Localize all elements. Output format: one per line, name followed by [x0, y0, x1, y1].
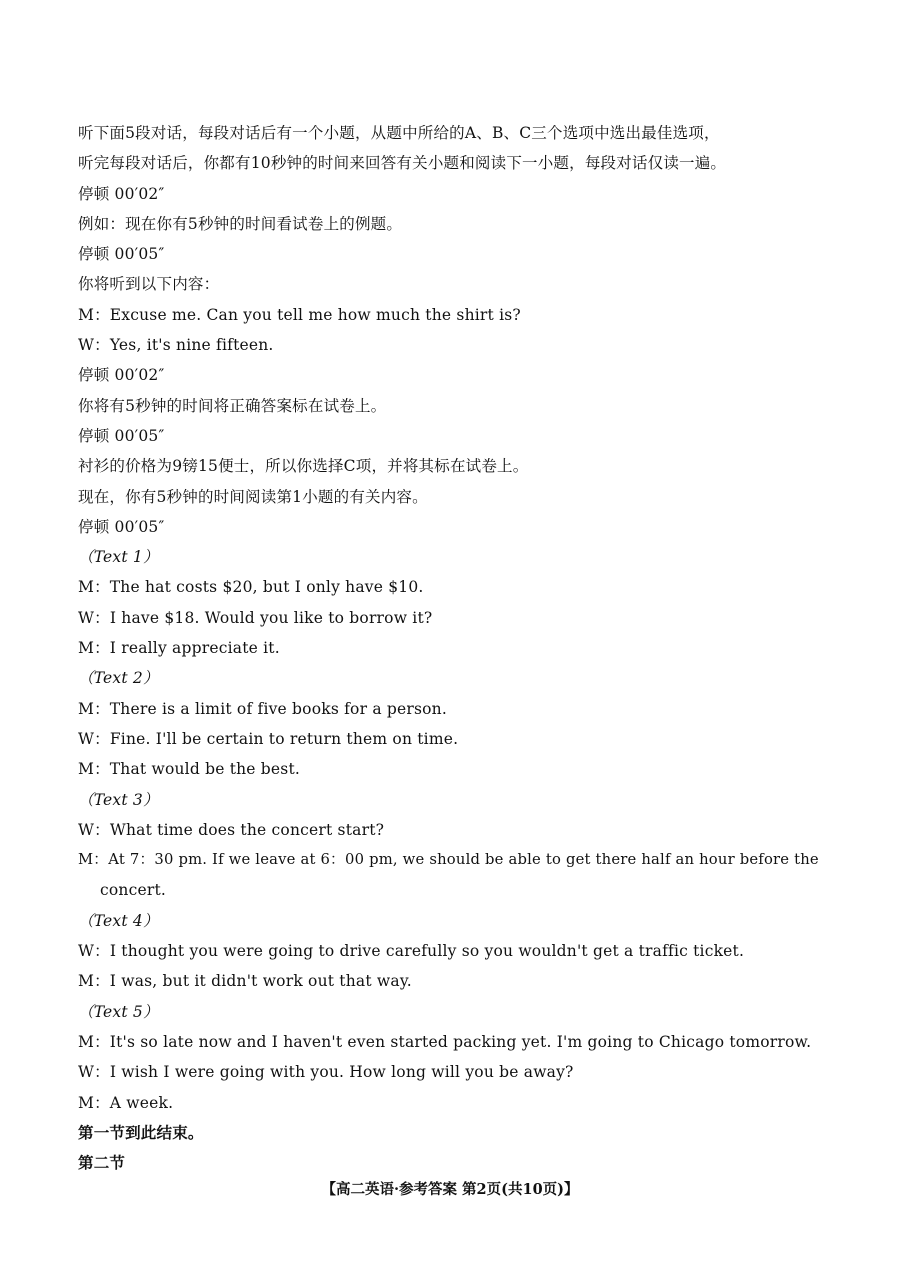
dialogue-line: M：There is a limit of five books for a person.	[78, 699, 447, 718]
document-body	[78, 118, 818, 1178]
explanation-line: 衬衫的价格为9镑15便士，所以你选择C项，并将其标在试卷上。	[78, 457, 529, 476]
dialogue-line: W：Fine. I'll be certain to return them on time.	[78, 729, 459, 748]
dialogue-line: M：The hat costs $20, but I only have $10.	[78, 578, 424, 597]
page-footer: 【高二英语·参考答案 第2页(共10页)】	[321, 1181, 579, 1198]
instruction-line-1: 听下面5段对话，每段对话后有一个小题，从题中所给的A、B、C三个选项中选出最佳选项，	[78, 124, 720, 142]
pause-line: 停顿 00′05″	[78, 426, 165, 445]
dialogue-line-continuation: concert.	[100, 881, 167, 900]
text-label: （Text 2）	[78, 669, 159, 688]
dialogue-line: M：That would be the best.	[78, 760, 301, 779]
pause-line: 停顿 00′02″	[78, 184, 165, 203]
dialogue-line: M：At 7：30 pm. If we leave at 6：00 pm, we should be able to get there half an hour before the	[78, 851, 819, 869]
section-two-heading: 第二节	[78, 1153, 126, 1173]
dialogue-line: W：What time does the concert start?	[78, 820, 385, 839]
dialogue-line: W：I thought you were going to drive carefully so you wouldn't get a traffic ticket.	[78, 942, 745, 961]
text-label: （Text 1）	[78, 548, 159, 567]
dialogue-line: W：I wish I were going with you. How long will you be away?	[78, 1063, 574, 1082]
dialogue-line: M：It's so late now and I haven't even started packing yet. I'm going to Chicago tomorrow.	[78, 1032, 812, 1051]
example-dialogue-w: W：Yes, it's nine fifteen.	[78, 336, 274, 355]
pause-line: 停顿 00′05″	[78, 517, 165, 536]
mark-answer-line: 你将有5秒钟的时间将正确答案标在试卷上。	[78, 396, 387, 415]
example-dialogue-m: M：Excuse me. Can you tell me how much the shirt is?	[78, 305, 521, 324]
dialogue-line: M：I was, but it didn't work out that way.	[78, 972, 412, 991]
now-read-line: 现在，你有5秒钟的时间阅读第1小题的有关内容。	[78, 487, 428, 506]
dialogue-line: M：I really appreciate it.	[78, 639, 280, 658]
section-end-line: 第一节到此结束。	[78, 1122, 204, 1142]
dialogue-line: M：A week.	[78, 1093, 174, 1112]
pause-line: 停顿 00′02″	[78, 366, 165, 385]
text-label: （Text 4）	[78, 911, 159, 930]
pause-line: 停顿 00′05″	[78, 245, 165, 264]
text-label: （Text 3）	[78, 790, 159, 809]
example-instruction: 例如：现在你有5秒钟的时间看试卷上的例题。	[78, 214, 403, 233]
text-label: （Text 5）	[78, 1002, 159, 1021]
will-hear-line: 你将听到以下内容：	[78, 275, 220, 294]
instruction-line-2: 听完每段对话后，你都有10秒钟的时间来回答有关小题和阅读下一小题，每段对话仅读一遍。	[78, 154, 727, 173]
dialogue-line: W：I have $18. Would you like to borrow it?	[78, 608, 433, 627]
